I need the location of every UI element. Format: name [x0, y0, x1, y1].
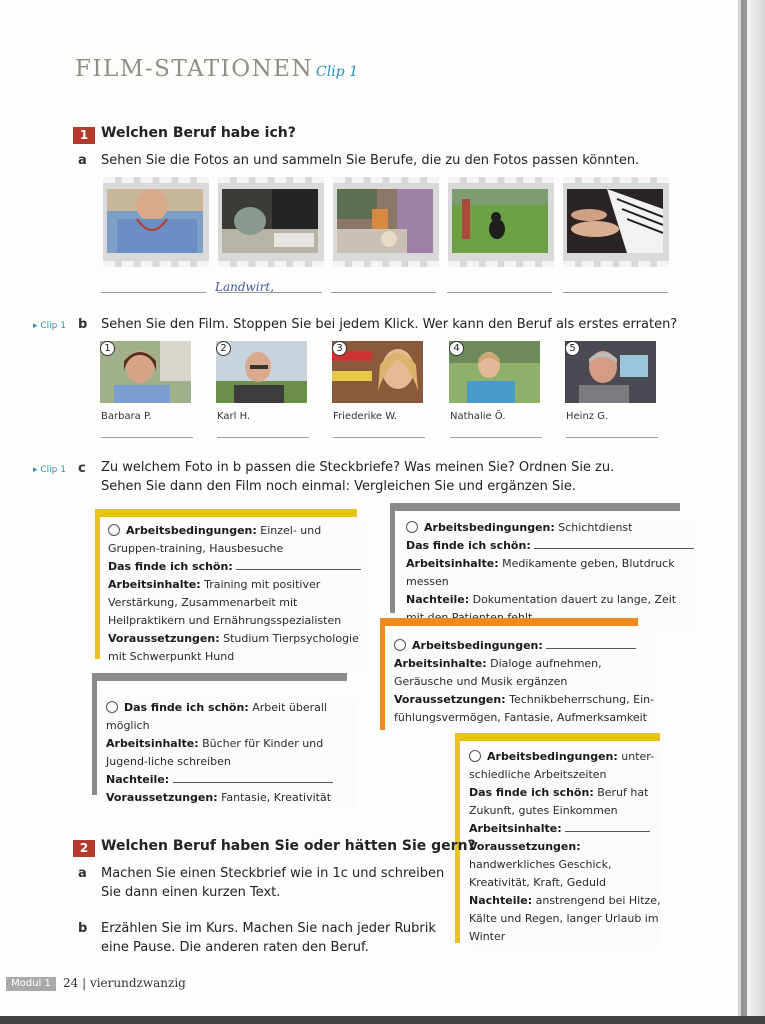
photo-number-4: 4	[449, 341, 464, 356]
card-1-top-bar	[95, 509, 357, 517]
section-2-heading: Welchen Beruf haben Sie oder hätten Sie gern?	[101, 838, 476, 854]
steckbrief-card-1: Arbeitsbedingungen: Einzel- und Gruppen-training, Hausbesuche Das finde ich schön: Arbeitsinhalte: Training mit positiver Verstärkung, Zusammenarbeit mit Heilpraktikern und Ernährungsspezialisten Voraussetzungen: Studium Tierpsychologie mit Schwerpunkt Hund	[108, 522, 366, 666]
person-photo-2	[216, 341, 307, 403]
card-2-side-bar	[390, 503, 395, 613]
section-2-number: 2	[73, 840, 95, 857]
blank-field[interactable]	[173, 772, 333, 783]
task-1c-letter: c	[78, 461, 86, 476]
card-3-top-bar	[380, 618, 638, 626]
task-2a-letter: a	[78, 866, 87, 881]
bottom-edge	[0, 1016, 765, 1024]
checkbox-circle[interactable]	[469, 750, 481, 762]
checkbox-circle[interactable]	[108, 524, 120, 536]
steckbrief-card-3: Arbeitsbedingungen: Arbeitsinhalte: Dialoge aufnehmen, Geräusche und Musik ergänzen Voraussetzungen: Technikbeherrschung, Ein-fühlungsvermögen, Fantasie, Aufmerksamkeit	[394, 637, 656, 727]
film-photo-5	[563, 177, 669, 267]
blank-field[interactable]	[236, 559, 361, 570]
person-name-1: Barbara P.	[101, 411, 152, 422]
steckbrief-card-5: Arbeitsbedingungen: unter-schiedliche Arbeitszeiten Das finde ich schön: Beruf hat Zukunft, gutes Einkommen Arbeitsinhalte: Voraussetzungen: handwerkliches Geschick, Kreativität, Kraft, Geduld Nachteile: anstrengend bei Hitze, Kälte und Regen, langer Urlaub im Winter	[469, 748, 661, 946]
section-1-heading: Welchen Beruf habe ich?	[101, 125, 296, 141]
film-photo-1	[103, 177, 209, 267]
person-photo-1	[100, 341, 191, 403]
checkbox-circle[interactable]	[106, 701, 118, 713]
dog-trainer-photo	[452, 189, 548, 253]
task-1b-letter: b	[78, 317, 88, 332]
module-badge: Modul 1	[6, 977, 56, 991]
answer-line-5[interactable]	[563, 292, 668, 293]
office-photo	[337, 189, 433, 253]
person-photo-4	[449, 341, 540, 403]
task-1a-text: Sehen Sie die Fotos an und sammeln Sie Berufe, die zu den Fotos passen könnten.	[101, 153, 640, 168]
person-name-3: Friederike W.	[333, 411, 398, 422]
name-answer-line-5[interactable]	[566, 437, 658, 438]
task-2b-letter: b	[78, 921, 88, 936]
blank-field[interactable]	[534, 538, 694, 549]
task-1c-line2: Sehen Sie dann den Film noch einmal: Vergleichen Sie und ergänzen Sie.	[101, 479, 577, 494]
card-4-top-bar	[92, 673, 347, 681]
photo-number-3: 3	[332, 341, 347, 356]
photo-number-5: 5	[565, 341, 580, 356]
clip-marker-b: ▸ Clip 1	[33, 321, 66, 331]
film-photo-3	[333, 177, 439, 267]
steckbrief-card-4: Das finde ich schön: Arbeit überall möglich Arbeitsinhalte: Bücher für Kinder und Jugend-liche schreiben Nachteile: Voraussetzungen: Fantasie, Kreativität	[106, 699, 356, 807]
person-name-2: Karl H.	[217, 411, 251, 422]
checkbox-circle[interactable]	[406, 521, 418, 533]
task-2a-line2: Sie dann einen kurzen Text.	[101, 885, 281, 900]
person-photo-5	[565, 341, 656, 403]
task-1c-line1: Zu welchem Foto in b passen die Steckbriefe? Was meinen Sie? Ordnen Sie zu.	[101, 460, 615, 475]
answer-line-3[interactable]	[331, 292, 436, 293]
person-photo-3	[332, 341, 423, 403]
film-photo-2	[218, 177, 324, 267]
clip-label: Clip 1	[316, 64, 358, 80]
spine-shadow	[741, 0, 747, 1024]
steckbrief-card-2: Arbeitsbedingungen: Schichtdienst Das finde ich schön: Arbeitsinhalte: Medikamente geben, Blutdruck messen Nachteile: Dokumentation dauert zu lange, Zeit	[406, 519, 696, 627]
answer-line-4[interactable]	[447, 292, 552, 293]
section-1-number: 1	[73, 127, 95, 144]
blank-field[interactable]	[546, 638, 636, 649]
checkbox-circle[interactable]	[394, 639, 406, 651]
person-name-4: Nathalie Ö.	[450, 411, 506, 422]
name-answer-line-1[interactable]	[101, 437, 193, 438]
nurse-photo	[107, 189, 203, 253]
card-1-side-bar	[95, 509, 100, 659]
task-1b-text: Sehen Sie den Film. Stoppen Sie bei jedem Klick. Wer kann den Beruf als erstes erraten?	[101, 317, 678, 332]
task-2b-line1: Erzählen Sie im Kurs. Machen Sie nach jeder Rubrik	[101, 921, 436, 936]
person-name-5: Heinz G.	[566, 411, 609, 422]
farmer-gloves-photo	[222, 189, 318, 253]
page-title: FILM-STATIONEN	[75, 56, 314, 82]
card-3-side-bar	[380, 618, 385, 730]
piano-photo	[567, 189, 663, 253]
clip-marker-c: ▸ Clip 1	[33, 465, 66, 475]
handwritten-answer: Landwirt,	[215, 280, 275, 294]
answer-line-1[interactable]	[101, 292, 206, 293]
task-2b-line2: eine Pause. Die anderen raten den Beruf.	[101, 940, 369, 955]
card-5-top-bar	[455, 733, 660, 741]
task-1a-letter: a	[78, 153, 87, 168]
card-2-top-bar	[390, 503, 680, 511]
page-number: 24 | vierundzwanzig	[63, 976, 186, 990]
card-4-side-bar	[92, 673, 97, 795]
photo-number-1: 1	[100, 341, 115, 356]
name-answer-line-4[interactable]	[450, 437, 542, 438]
film-photo-4	[448, 177, 554, 267]
photo-number-2: 2	[216, 341, 231, 356]
blank-field[interactable]	[565, 821, 650, 832]
name-answer-line-3[interactable]	[333, 437, 425, 438]
name-answer-line-2[interactable]	[217, 437, 309, 438]
task-2a-line1: Machen Sie einen Steckbrief wie in 1c und schreiben	[101, 866, 445, 881]
